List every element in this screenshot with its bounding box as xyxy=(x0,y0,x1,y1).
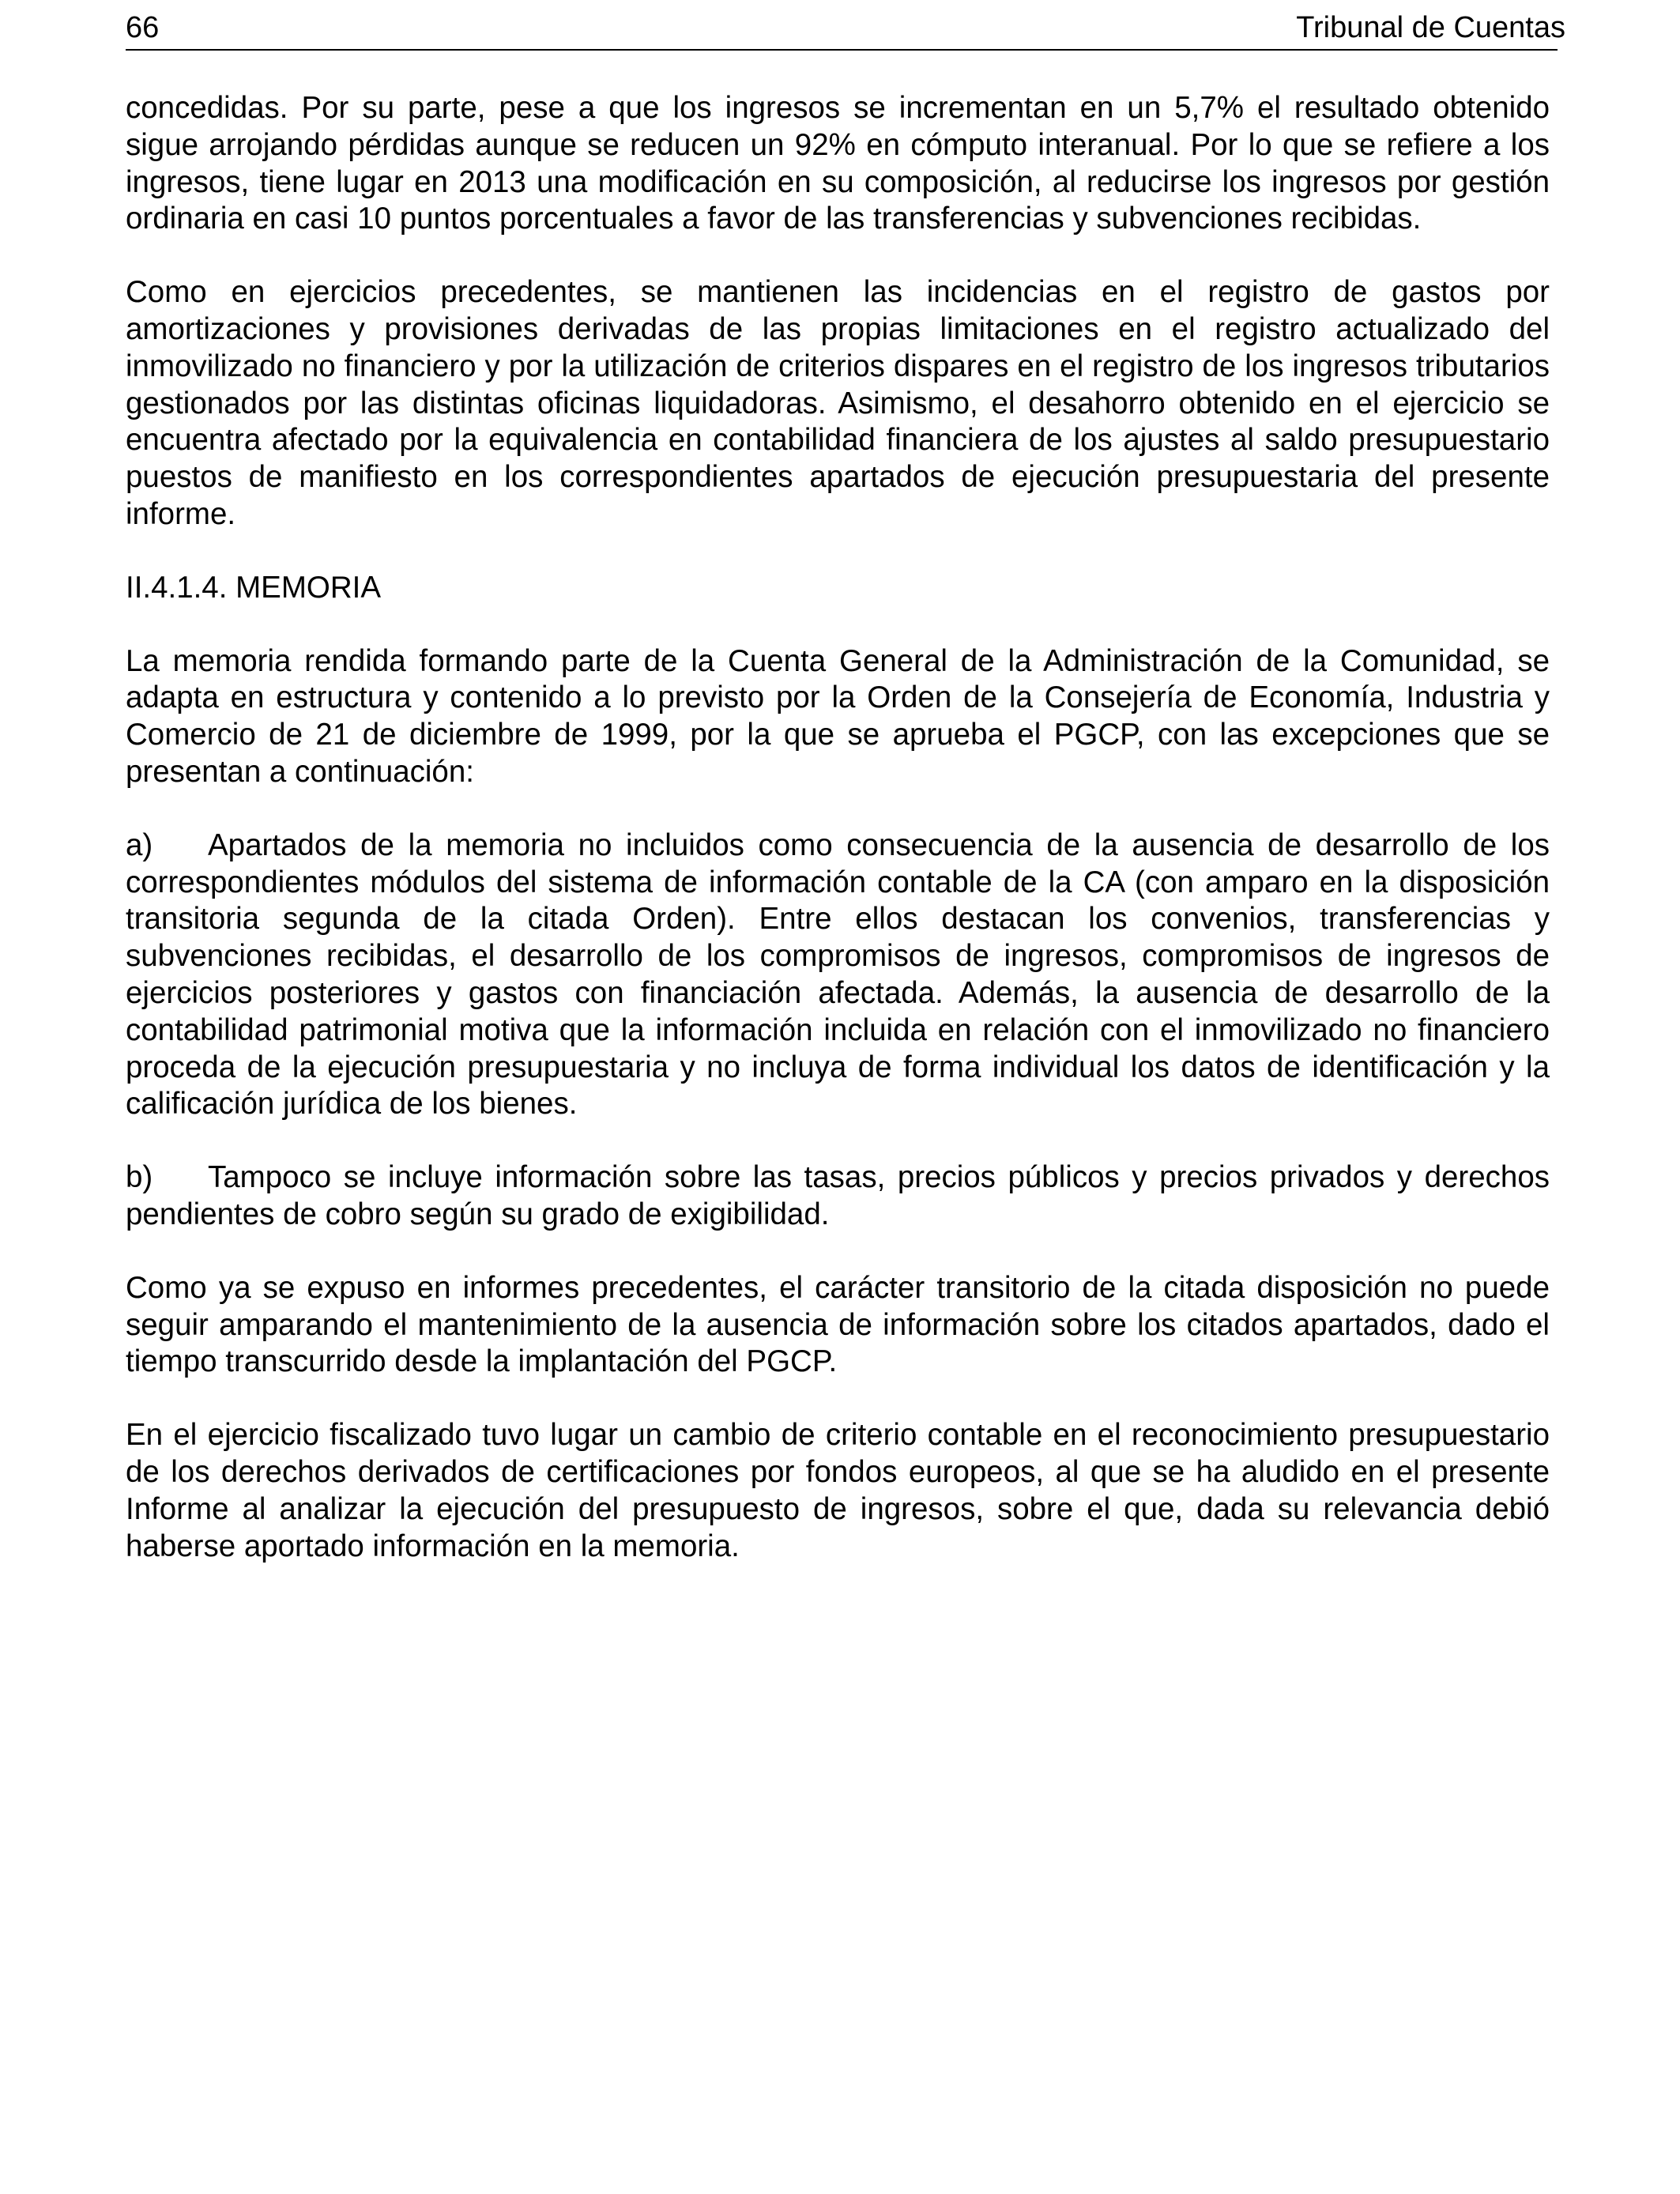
page-number: 66 xyxy=(126,11,160,44)
list-item-a-text: Apartados de la memoria no incluidos como consecuencia de la ausencia de desarrollo de los correspondientes módulos del sistema de información contable de la CA (con amparo en la disposición transitoria segunda de la citada Orden). Entre ellos destacan los convenios, transferencias y subvenciones recibidas, el desarrollo de los compromisos de ingresos, compromisos de ingresos de ejercicios posteriores y gastos con financiación afectada. Además, la ausencia de desarrollo de la contabilidad patrimonial motiva que la información incluida en relación con el inmovilizado no financiero proceda de la ejecución presupuestaria y no incluya de forma individual los datos de identificación y la calificación jurídica de los bienes. xyxy=(126,827,1550,1122)
list-marker-a: a) xyxy=(126,827,153,862)
section-heading: II.4.1.4. MEMORIA xyxy=(126,570,382,605)
list-item-b-text: Tampoco se incluye información sobre las tasas, precios públicos y precios privados y derechos pendientes de cobro según su grado de exigibilidad. xyxy=(126,1160,1550,1231)
document-body xyxy=(126,51,1558,1565)
paragraph-3: La memoria rendida formando parte de la Cuenta General de la Administración de la Comunidad, se adapta en estructura y contenido a lo previsto por la Orden de la Consejería de Economía, Industria y Comercio de 21 de diciembre de 1999, por la que se aprueba el PGCP, con las excepciones que se presentan a continuación: xyxy=(126,643,1550,789)
page-header xyxy=(126,0,1565,51)
paragraph-2: Como en ejercicios precedentes, se mantienen las incidencias en el registro de gastos por amortizaciones y provisiones derivadas de las propias limitaciones en el registro actualizado del inmovilizado no financiero y por la utilización de criterios dispares en el registro de los ingresos tributarios gestionados por las distintas oficinas liquidadoras. Asimismo, el desahorro obtenido en el ejercicio se encuentra afectado por la equivalencia en contabilidad financiera de los ajustes al saldo presupuestario puestos de manifiesto en los correspondientes apartados de ejecución presupuestaria del presente informe. xyxy=(126,275,1550,531)
header-title: Tribunal de Cuentas xyxy=(1296,11,1565,44)
list-item-a xyxy=(126,827,1550,1123)
paragraph-5: En el ejercicio fiscalizado tuvo lugar un cambio de criterio contable en el reconocimiento presupuestario de los derechos derivados de certificaciones por fondos europeos, al que se ha aludido en el presente Informe al analizar la ejecución del presupuesto de ingresos, sobre el que, dada su relevancia debió haberse aportado información en la memoria. xyxy=(126,1418,1550,1563)
paragraph-1: concedidas. Por su parte, pese a que los ingresos se incrementan en un 5,7% el resultado obtenido sigue arrojando pérdidas aunque se reducen un 92% en cómputo interanual. Por lo que se refiere a los ingresos, tiene lugar en 2013 una modificación en su composición, al reducirse los ingresos por gestión ordinaria en casi 10 puntos porcentuales a favor de las transferencias y subvenciones recibidas. xyxy=(126,91,1550,236)
document-page xyxy=(126,0,1565,1601)
list-item-b xyxy=(126,1159,1550,1234)
paragraph-4: Como ya se expuso en informes precedentes, el carácter transitorio de la citada disposición no puede seguir amparando el mantenimiento de la ausencia de información sobre los citados apartados, dado el tiempo transcurrido desde la implantación del PGCP. xyxy=(126,1270,1550,1379)
list-marker-b: b) xyxy=(126,1160,153,1195)
